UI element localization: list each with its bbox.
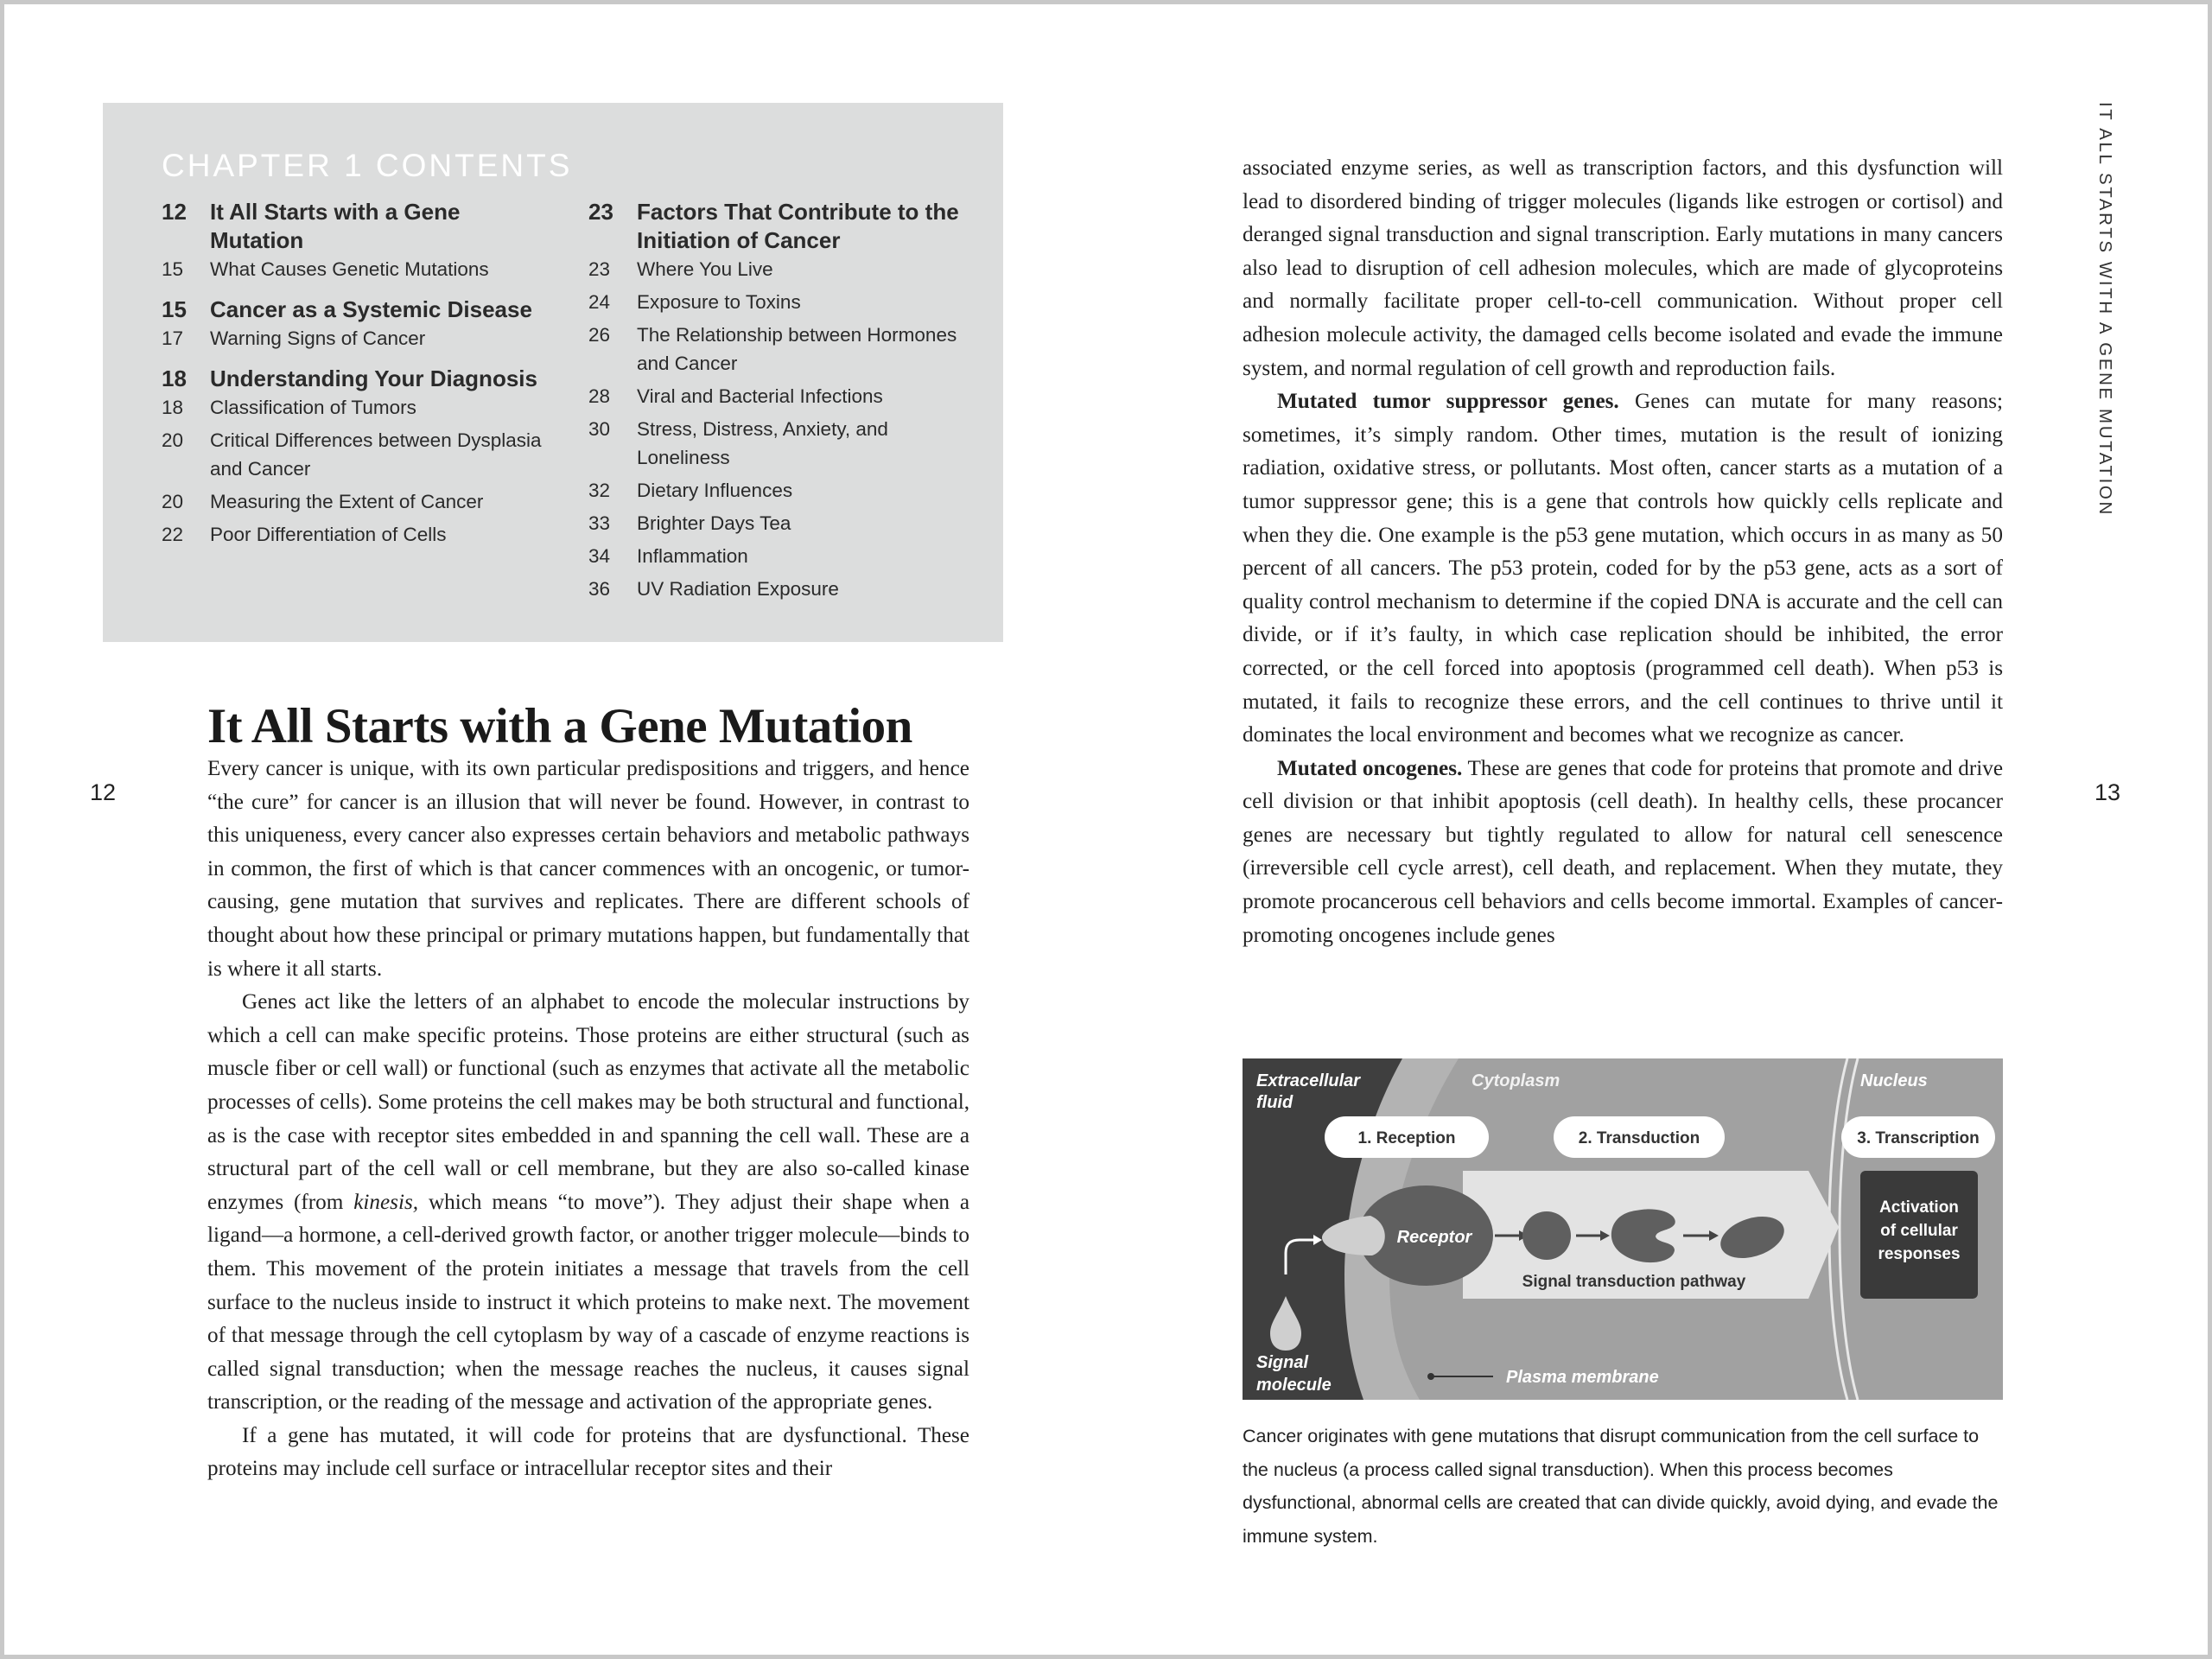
toc-entry (588, 198, 969, 255)
activation-label: responses (1878, 1245, 1961, 1263)
toc-page-number: 30 (588, 418, 611, 440)
bold-lead: Mutated oncogenes. (1277, 756, 1463, 780)
chapter-contents-box (103, 103, 1003, 642)
toc-entry-title: Warning Signs of Cancer (210, 327, 426, 349)
nucleus-label: Nucleus (1860, 1071, 1928, 1090)
italic-term: kinesis, (353, 1190, 419, 1214)
toc-entry-title: Understanding Your Diagnosis (210, 365, 537, 391)
toc-heading: CHAPTER 1 CONTENTS (162, 148, 573, 183)
transcription-label: 3. Transcription (1857, 1129, 1980, 1147)
toc-entry (162, 198, 542, 255)
extracellular-label: fluid (1256, 1093, 1294, 1112)
figure-diagram (1243, 1058, 2003, 1400)
toc-entry-title: Poor Differentiation of Cells (210, 524, 447, 545)
paragraph: If a gene has mutated, it will code for proteins that are dysfunctional. These proteins may include cell surface or intracellular receptor sites and their (207, 1423, 969, 1481)
toc-page-number: 33 (588, 512, 611, 534)
toc-page-number: 22 (162, 524, 184, 545)
running-head (2089, 102, 2124, 517)
extracellular-label: Extracellular (1256, 1071, 1361, 1090)
toc-entry (588, 476, 969, 505)
toc-page-number: 20 (162, 429, 184, 451)
toc-entry-title: Inflammation (637, 545, 748, 567)
toc-entry-title: Brighter Days Tea (637, 512, 791, 534)
toc-entry-title: What Causes Genetic Mutations (210, 258, 489, 280)
page-number-left: 12 (90, 779, 117, 805)
paragraph (1243, 385, 2003, 753)
page-number-right: 13 (2094, 779, 2121, 805)
toc-page-number: 34 (588, 545, 611, 567)
toc-page-number: 23 (588, 199, 613, 225)
toc-entry (162, 520, 542, 549)
toc-page-number: 32 (588, 480, 611, 501)
toc-page-number: 12 (162, 199, 187, 225)
toc-entry-title: Exposure to Toxins (637, 291, 801, 313)
left-body-text (207, 753, 969, 1486)
toc-entry-title: Factors That Contribute to the Initiation of Cancer (637, 199, 959, 253)
toc-entry (162, 426, 542, 483)
toc-entry (162, 487, 542, 516)
toc-page-number: 23 (588, 258, 611, 280)
toc-entry (162, 255, 542, 283)
right-body-text (1243, 152, 2003, 952)
transduction-label: 2. Transduction (1578, 1129, 1700, 1147)
toc-entry-title: Viral and Bacterial Infections (637, 385, 883, 407)
toc-entry (162, 393, 542, 422)
toc-entry (588, 542, 969, 570)
reception-label: 1. Reception (1357, 1129, 1456, 1147)
toc-page-number: 15 (162, 296, 187, 322)
toc-page-number: 20 (162, 491, 184, 512)
paragraph: Every cancer is unique, with its own particular predispositions and triggers, and hence “the cure” for cancer is an illusion that will never be found. However, in contrast to this uniqueness, every cancer also expresses certain behaviors and metabolic pathways in common, the first of which is that cancer commences with an oncogenic, or tumor-causing, gene mutation that survives and replicates. There are different schools of thought about how these principal or primary mutations happen, but fundamentally that is where it all starts. (207, 757, 969, 981)
toc-entry (588, 509, 969, 537)
figure-caption: Cancer originates with gene mutations that disrupt communication from the cell surface to the nucleus (a process called signal transduction). When this process becomes dysfunctional, abnormal cells are created that can divide quickly, avoid dying, and evade the immune system. (1243, 1426, 1999, 1547)
toc-entry (162, 365, 542, 393)
toc-page-number: 18 (162, 365, 187, 391)
signal-transduction-figure (1243, 1058, 2003, 1400)
toc-page-number: 24 (588, 291, 611, 313)
signal-molecule-label: Signal (1256, 1353, 1309, 1372)
toc-entry-title: Measuring the Extent of Cancer (210, 491, 484, 512)
toc-page-number: 28 (588, 385, 611, 407)
toc-entry (588, 382, 969, 410)
paragraph-text: Genes act like the letters of an alphabet to encode the molecular instructions by which a cell can make specific proteins. Those proteins are either structural (such as muscle fiber or cell wall) or functional (such as enzymes that activate all the metabolic processes of cells). Some proteins the cell makes may be both structural and functional, as is the case with receptor sites embedded in and spanning the cell wall. These are a structural part of the cell wall or cell membrane, but they are also so-called kinase enzymes (from (207, 990, 970, 1214)
receptor-label: Receptor (1396, 1228, 1472, 1247)
cytoplasm-label: Cytoplasm (1471, 1071, 1560, 1090)
toc-entry-title: Classification of Tumors (210, 397, 416, 418)
toc-page-number: 17 (162, 327, 184, 349)
toc-column-1 (162, 198, 542, 549)
toc-page-number: 36 (588, 578, 611, 600)
activation-label: Activation (1879, 1198, 1959, 1217)
toc-entry-title: Dietary Influences (637, 480, 793, 501)
toc-entry-title: Critical Differences between Dysplasia and Cancer (210, 429, 542, 480)
toc-entry-title: Cancer as a Systemic Disease (210, 296, 532, 322)
pathway-label: Signal transduction pathway (1522, 1273, 1746, 1291)
toc-entry (588, 321, 969, 378)
paragraph-text: which means “to move”). They adjust their shape when a ligand—a hormone, a cell-derived growth factor, or another trigger molecule—binds to them. This movement of the protein initiates a message that travels from the cell surface to the nucleus inside to instruct it which proteins to make next. The movement of that message through the cell cytoplasm by way of a cascade of enzyme reactions is called signal transduction; when the message reaches the nucleus, it causes signal transcription, or the reading of the message and activation of the appropriate genes. (207, 1190, 969, 1414)
toc-page-number: 15 (162, 258, 184, 280)
paragraph (207, 986, 969, 1420)
toc-entry-title: It All Starts with a Gene Mutation (210, 199, 461, 253)
toc-entry (588, 575, 969, 603)
paragraph-text: These are genes that code for proteins that promote and drive cell division or that inhibit apoptosis (cell death). In healthy cells, these procancer genes are necessary but tightly regulated to allow for natural cell senescence (irreversible cell cycle arrest), cell death, and replacement. When they mutate, they promote procancerous cell behaviors and cells become immortal. Examples of cancer-promoting oncogenes include genes (1243, 756, 2003, 947)
running-head-text: IT ALL STARTS WITH A GENE MUTATION (2095, 102, 2115, 517)
activation-label: of cellular (1880, 1222, 1958, 1240)
toc-entry (588, 288, 969, 316)
paragraph: associated enzyme series, as well as transcription factors, and this dysfunction will lead to disordered binding of trigger molecules (ligands like estrogen or cortisol) and deranged signal transduction and signal transcription. Early mutations in many cancers also lead to disruption of cell adhesion molecules, which are made of glycoproteins and normally facilitate proper cell-to-cell communication. Without proper cell adhesion molecule activity, the damaged cells become isolated and evade the immune system, and normal regulation of cell growth and reproduction fails. (1243, 156, 2003, 380)
toc-column-2 (588, 198, 969, 603)
toc-entry-title: The Relationship between Hormones and Cancer (637, 324, 957, 374)
toc-page-number: 26 (588, 324, 611, 346)
signal-molecule-label: molecule (1256, 1376, 1332, 1395)
paragraph-text: Genes can mutate for many reasons; sometimes, it’s simply random. Other times, mutation is the result of ionizing radiation, oxidative stress, or pollutants. Most often, cancer starts as a mutation of a tumor suppressor gene; this is a gene that controls how quickly cells replicate and when they die. One example is the p53 gene mutation, which occurs in as many as 50 percent of all cancers. The p53 protein, coded for by the p53 gene, acts as a sort of quality control mechanism to determine if the copied DNA is accurate and the cell can divide, or if it’s faulty, in which case replication should be inhibited, the error corrected, or the cell forced into apoptosis (programmed cell death). When p53 is mutated, it fails to recognize these errors, and the cell continues to thrive until it dominates the local environment and becomes what we recognize as cancer. (1243, 390, 2003, 747)
toc-entry (588, 415, 969, 472)
plasma-membrane-label: Plasma membrane (1506, 1368, 1659, 1387)
bold-lead: Mutated tumor suppressor genes. (1277, 390, 1619, 414)
section-title: It All Starts with a Gene Mutation (207, 699, 912, 753)
toc-entry-title: UV Radiation Exposure (637, 578, 839, 600)
pathway-molecule (1522, 1211, 1571, 1260)
toc-entry (588, 255, 969, 283)
toc-page-number: 18 (162, 397, 184, 418)
toc-entry-title: Where You Live (637, 258, 773, 280)
toc-entry-title: Stress, Distress, Anxiety, and Loneliness (637, 418, 888, 468)
paragraph (1243, 753, 2003, 953)
toc-entry (162, 324, 542, 353)
toc-entry (162, 296, 542, 324)
